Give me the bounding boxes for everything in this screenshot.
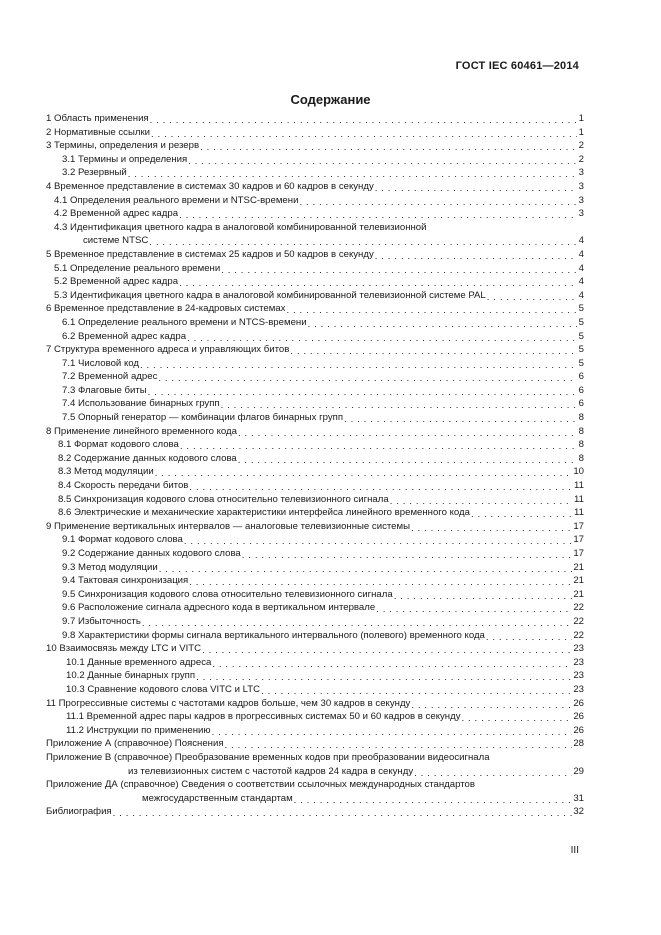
toc-entry-title: 11 Прогрессивные системы с частотами кадров больше, чем 30 кадров в секунду xyxy=(46,697,411,709)
toc-entry-title: 10.2 Данные бинарных групп xyxy=(66,670,196,682)
toc-entry[interactable] xyxy=(46,194,584,208)
toc-entry-title: 9.5 Синхронизация кодового слова относительно телевизионного сигнала xyxy=(62,588,393,600)
toc-entry-page: 4 xyxy=(578,248,584,260)
toc-entry-title: 8.1 Формат кодового слова xyxy=(58,439,179,451)
dot-leader xyxy=(155,468,573,479)
dot-leader xyxy=(486,631,572,642)
table-of-contents xyxy=(46,112,584,819)
toc-entry-page: 21 xyxy=(573,575,584,587)
dot-leader xyxy=(128,169,577,180)
toc-entry-page: 31 xyxy=(573,792,584,804)
toc-entry-title: 6 Временное представление в 24-кадровых системах xyxy=(46,303,286,315)
dot-leader xyxy=(221,264,577,275)
toc-entry[interactable] xyxy=(46,751,584,765)
toc-entry-page: 11 xyxy=(574,493,584,505)
toc-entry-page: 6 xyxy=(578,384,584,396)
dot-leader xyxy=(308,319,577,330)
toc-entry-page: 17 xyxy=(573,520,584,532)
toc-entry[interactable] xyxy=(46,166,584,180)
toc-entry-page: 3 xyxy=(578,180,584,192)
toc-entry-page: 22 xyxy=(573,615,584,627)
toc-entry-page: 26 xyxy=(573,724,584,736)
toc-entry-title: 4.1 Определения реального времени и NTSC-времени xyxy=(54,194,299,206)
dot-leader xyxy=(471,509,573,520)
toc-entry[interactable] xyxy=(46,792,584,806)
dot-leader xyxy=(238,427,577,438)
toc-entry-title: 3.1 Термины и определения xyxy=(62,153,188,165)
toc-entry-page: 3 xyxy=(578,208,584,220)
toc-entry-page: 28 xyxy=(573,738,584,750)
toc-entry-page: 5 xyxy=(578,357,584,369)
dot-leader xyxy=(344,414,577,425)
toc-entry-page: 23 xyxy=(573,670,584,682)
dot-leader xyxy=(411,699,572,710)
toc-entry[interactable] xyxy=(46,601,584,615)
toc-entry-page: 22 xyxy=(573,602,584,614)
toc-entry-page: 2 xyxy=(578,140,584,152)
toc-entry[interactable] xyxy=(46,139,584,153)
toc-entry-page: 5 xyxy=(578,316,584,328)
toc-entry-title: 9.2 Содержание данных кодового слова xyxy=(62,548,241,559)
toc-entry-page: 29 xyxy=(573,765,584,777)
toc-entry-title: системе NTSC xyxy=(83,235,149,247)
toc-entry-page: 23 xyxy=(573,643,584,655)
toc-entry-title: 7.3 Флаговые биты xyxy=(62,384,147,396)
toc-entry[interactable] xyxy=(46,234,584,248)
toc-entry-title: 5.1 Определение реального времени xyxy=(54,262,221,274)
dot-leader xyxy=(376,604,572,615)
toc-entry[interactable] xyxy=(46,397,584,411)
toc-entry-page: 26 xyxy=(573,697,584,709)
dot-leader xyxy=(375,251,577,262)
toc-entry[interactable] xyxy=(46,493,584,507)
toc-entry-page: 8 xyxy=(578,439,584,451)
toc-entry-page: 5 xyxy=(578,344,584,356)
toc-entry[interactable] xyxy=(46,778,584,792)
toc-entry-page: 8 xyxy=(578,425,584,437)
dot-leader xyxy=(196,672,572,683)
toc-entry[interactable] xyxy=(46,642,584,656)
toc-entry-title: 11.2 Инструкции по применению xyxy=(66,724,211,736)
toc-entry-page: 23 xyxy=(573,683,584,695)
toc-entry[interactable] xyxy=(46,697,584,711)
toc-entry-title: 10 Взаимосвязь между LTC и VITC xyxy=(46,643,202,655)
toc-entry-title: 9.1 Формат кодового слова xyxy=(62,534,183,546)
toc-entry-page: 4 xyxy=(578,262,584,274)
toc-entry[interactable] xyxy=(46,425,584,439)
toc-entry-title: 5 Временное представление в системах 25 кадров и 50 кадров в секунду xyxy=(46,248,374,260)
toc-entry[interactable] xyxy=(46,629,584,643)
toc-entry-title: 5.2 Временной адрес кадра xyxy=(54,276,179,288)
toc-entry-title: межгосударственным стандартам xyxy=(142,792,293,804)
dot-leader xyxy=(238,454,577,465)
toc-entry[interactable] xyxy=(46,737,584,751)
toc-entry[interactable] xyxy=(46,506,584,520)
toc-entry[interactable] xyxy=(46,384,584,398)
dot-leader xyxy=(294,794,573,805)
dot-leader xyxy=(187,332,577,343)
toc-entry-page: 21 xyxy=(573,561,584,573)
toc-entry-title: 4.2 Временной адрес кадра xyxy=(54,208,179,220)
toc-entry-page: 17 xyxy=(573,534,584,546)
toc-entry[interactable] xyxy=(46,302,584,316)
toc-entry-page: 5 xyxy=(578,303,584,315)
toc-entry[interactable] xyxy=(46,153,584,167)
toc-entry-title: 7 Структура временного адреса и управляющих битов xyxy=(46,344,290,356)
toc-entry[interactable] xyxy=(46,221,584,235)
dot-leader xyxy=(158,373,577,384)
toc-entry-page: 6 xyxy=(578,398,584,410)
toc-entry-title: 9.6 Расположение сигнала адресного кода в вертикальном интервале xyxy=(62,602,376,614)
dot-leader xyxy=(148,386,577,397)
toc-entry[interactable] xyxy=(46,330,584,344)
dot-leader xyxy=(179,210,577,221)
toc-entry[interactable] xyxy=(46,262,584,276)
dot-leader xyxy=(189,577,572,588)
standard-designation: ГОСТ IEC 60461—2014 xyxy=(455,60,579,72)
toc-entry-title: 11.1 Временной адрес пары кадров в прогрессивных системах 50 и 60 кадров в секунду xyxy=(66,711,461,723)
toc-entry-title: 8.4 Скорость передачи битов xyxy=(58,480,189,492)
toc-entry-page: 22 xyxy=(573,629,584,641)
dot-leader xyxy=(212,726,573,737)
toc-entry-page: 4 xyxy=(578,235,584,247)
dot-leader xyxy=(414,767,572,778)
dot-leader xyxy=(394,590,573,601)
dot-leader xyxy=(150,115,577,126)
dot-leader xyxy=(113,808,573,819)
toc-entry-page: 3 xyxy=(578,194,584,206)
toc-entry-page: 8 xyxy=(578,412,584,424)
toc-entry[interactable] xyxy=(46,112,584,126)
toc-entry-page: 4 xyxy=(578,289,584,301)
toc-entry-page: 5 xyxy=(578,330,584,342)
toc-entry-title: 8.3 Метод модуляции xyxy=(58,466,154,478)
toc-entry-page: 6 xyxy=(578,371,584,383)
toc-entry-page: 26 xyxy=(573,711,584,723)
toc-entry[interactable] xyxy=(46,547,584,561)
toc-entry[interactable] xyxy=(46,533,584,547)
toc-entry-page: 11 xyxy=(574,480,584,492)
toc-entry-title: 1 Область применения xyxy=(46,113,149,124)
toc-entry[interactable] xyxy=(46,561,584,575)
toc-entry-page: 10 xyxy=(573,466,584,478)
toc-entry-title: 6.2 Временной адрес кадра xyxy=(62,330,187,342)
dot-leader xyxy=(487,291,577,302)
toc-entry[interactable] xyxy=(46,370,584,384)
toc-entry[interactable] xyxy=(46,289,584,303)
dot-leader xyxy=(180,441,577,452)
toc-entry-page: 3 xyxy=(578,167,584,179)
toc-entry-page: 4 xyxy=(578,276,584,288)
toc-entry[interactable] xyxy=(46,438,584,452)
page-number: III xyxy=(570,845,579,856)
toc-entry[interactable] xyxy=(46,615,584,629)
toc-entry[interactable] xyxy=(46,465,584,479)
toc-entry-title: 7.5 Опорный генератор — комбинации флагов бинарных групп xyxy=(62,412,344,424)
toc-entry-title: 5.3 Идентификация цветного кадра в аналоговой комбинированной телевизионной системе PAL xyxy=(54,289,486,301)
toc-entry-title: 3.2 Резервный xyxy=(62,167,127,179)
toc-entry-title: 9.3 Метод модуляции xyxy=(62,561,158,573)
toc-entry-page: 1 xyxy=(578,126,584,138)
toc-entry[interactable] xyxy=(46,343,584,357)
dot-leader xyxy=(242,550,573,561)
toc-entry[interactable] xyxy=(46,357,584,371)
dot-leader xyxy=(212,658,572,669)
toc-entry[interactable] xyxy=(46,316,584,330)
dot-leader xyxy=(221,400,577,411)
toc-entry-page: 17 xyxy=(573,548,584,559)
toc-entry-title: 10.3 Сравнение кодового слова VITC и LTC xyxy=(66,683,261,695)
dot-leader xyxy=(149,237,577,248)
toc-entry-title: 8.6 Электрические и механические характеристики интерфейса линейного временного кода xyxy=(58,507,470,519)
toc-entry-title: 8.2 Содержание данных кодового слова xyxy=(58,452,237,464)
toc-entry[interactable] xyxy=(46,669,584,683)
toc-entry-page: 2 xyxy=(578,153,584,165)
dot-leader xyxy=(225,740,573,751)
toc-entry-title: 3 Термины, определения и резерв xyxy=(46,140,200,152)
toc-entry-title: 9.8 Характеристики формы сигнала вертикального интервального (полевого) временного кода xyxy=(62,629,485,641)
dot-leader xyxy=(299,196,577,207)
dot-leader xyxy=(140,359,577,370)
page-title: Содержание xyxy=(290,92,371,107)
toc-entry[interactable] xyxy=(46,710,584,724)
toc-entry[interactable] xyxy=(46,207,584,221)
toc-entry-title: 7.4 Использование бинарных групп xyxy=(62,398,220,410)
toc-entry[interactable] xyxy=(46,765,584,779)
toc-entry-page: 11 xyxy=(574,507,584,519)
toc-entry-title: 6.1 Определение реального времени и NTCS-времени xyxy=(62,316,307,328)
toc-entry-page: 21 xyxy=(573,588,584,600)
dot-leader xyxy=(290,346,577,357)
toc-entry[interactable] xyxy=(46,724,584,738)
toc-entry[interactable] xyxy=(46,180,584,194)
dot-leader xyxy=(179,278,577,289)
dot-leader xyxy=(184,536,572,547)
toc-entry[interactable] xyxy=(46,520,584,534)
toc-entry[interactable] xyxy=(46,126,584,140)
dot-leader xyxy=(151,128,577,139)
toc-entry-title: 10.1 Данные временного адреса xyxy=(66,656,212,668)
dot-leader xyxy=(188,155,577,166)
toc-entry-title: Приложение В (справочное) Преобразование временных кодов при преобразовании видеосигнала xyxy=(46,751,490,763)
toc-entry-title: 8 Применение линейного временного кода xyxy=(46,425,237,437)
toc-entry[interactable] xyxy=(46,574,584,588)
toc-entry-title: 9.4 Тактовая синхронизация xyxy=(62,575,189,587)
toc-entry[interactable] xyxy=(46,805,584,819)
dot-leader xyxy=(286,305,577,316)
toc-entry[interactable] xyxy=(46,683,584,697)
dot-leader xyxy=(159,563,573,574)
dot-leader xyxy=(189,482,573,493)
toc-entry-title: 4 Временное представление в системах 30 кадров и 60 кадров в секунду xyxy=(46,180,374,192)
dot-leader xyxy=(375,183,577,194)
toc-entry[interactable] xyxy=(46,656,584,670)
toc-entry-title: 4.3 Идентификация цветного кадра в аналоговой комбинированной телевизионной xyxy=(54,221,427,233)
toc-entry-title: 7.1 Числовой код xyxy=(62,357,139,369)
dot-leader xyxy=(462,713,573,724)
dot-leader xyxy=(142,618,573,629)
toc-entry-page: 1 xyxy=(578,113,584,124)
dot-leader xyxy=(202,645,572,656)
toc-entry[interactable] xyxy=(46,275,584,289)
toc-entry-title: 9.7 Избыточность xyxy=(62,615,141,627)
toc-entry-title: 9 Применение вертикальных интервалов — аналоговые телевизионные системы xyxy=(46,520,410,532)
toc-entry[interactable] xyxy=(46,479,584,493)
toc-entry-title: Приложение ДА (справочное) Сведения о соответствии ссылочных международных стандартов xyxy=(46,779,475,791)
dot-leader xyxy=(411,522,572,533)
toc-entry[interactable] xyxy=(46,248,584,262)
dot-leader xyxy=(200,142,577,153)
toc-entry-page: 32 xyxy=(573,806,584,818)
dot-leader xyxy=(261,686,572,697)
toc-entry[interactable] xyxy=(46,588,584,602)
toc-entry-title: 7.2 Временной адрес xyxy=(62,371,158,383)
toc-entry-page: 8 xyxy=(578,452,584,464)
toc-entry-page: 23 xyxy=(573,656,584,668)
toc-entry-title: 2 Нормативные ссылки xyxy=(46,126,151,138)
toc-entry-title: 8.5 Синхронизация кодового слова относительно телевизионного сигнала xyxy=(58,493,389,505)
toc-entry-title: Библиография xyxy=(46,806,112,818)
toc-entry[interactable] xyxy=(46,411,584,425)
toc-entry-title: Приложение А (справочное) Пояснения xyxy=(46,738,224,750)
toc-entry[interactable] xyxy=(46,452,584,466)
toc-entry-title: из телевизионных систем с частотой кадров 24 кадра в секунду xyxy=(128,765,414,777)
dot-leader xyxy=(390,495,573,506)
